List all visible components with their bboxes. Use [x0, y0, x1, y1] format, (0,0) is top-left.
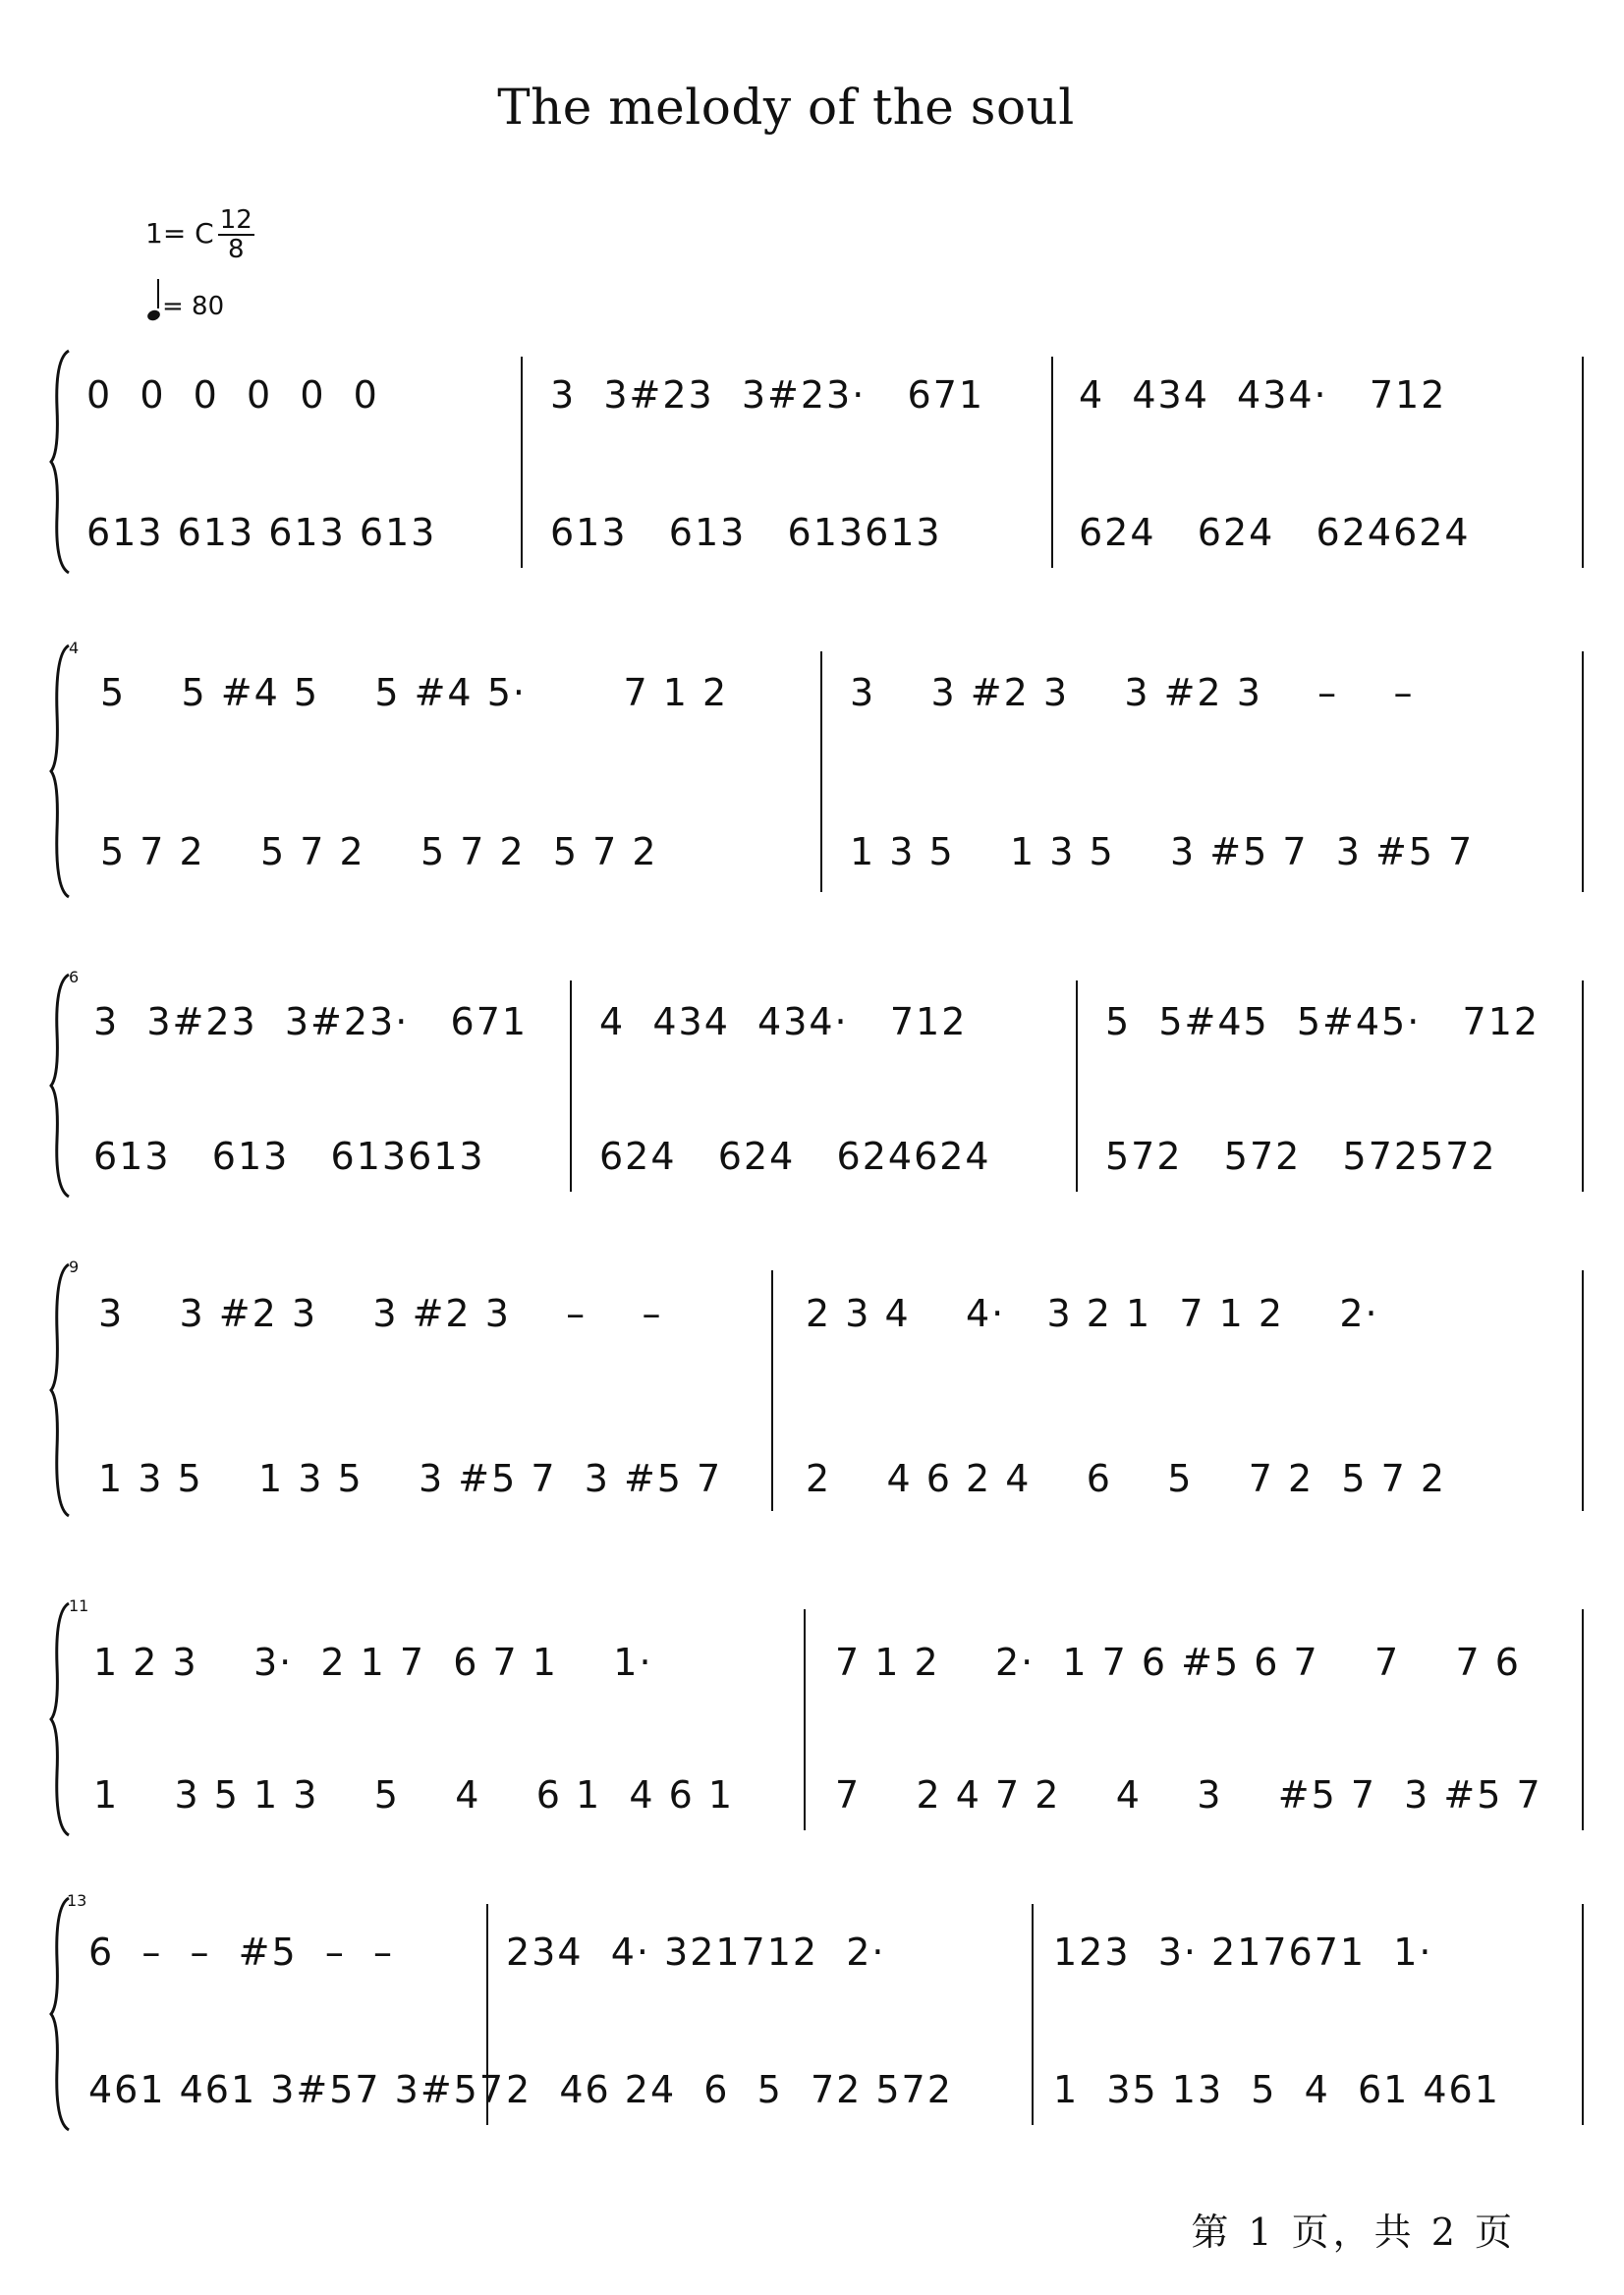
barline — [1582, 357, 1584, 568]
barline — [521, 357, 523, 568]
lower-measure: 624 624 624624 — [1079, 511, 1471, 554]
measure-number: 11 — [69, 1596, 89, 1615]
measure-number: 9 — [69, 1258, 80, 1276]
grand-staff-brace — [49, 1262, 71, 1518]
barline — [1582, 1609, 1584, 1830]
barline — [1051, 357, 1053, 568]
grand-staff-brace — [49, 644, 71, 899]
barline — [804, 1609, 806, 1830]
upper-measure: 5 5 #4 5 5 #4 5· 7 1 2 — [100, 671, 729, 714]
system-3 — [49, 968, 1592, 1199]
lower-measure: 2 4 6 2 4 6 5 7 2 5 7 2 — [806, 1457, 1447, 1500]
time-signature-numerator: 12 — [219, 205, 252, 235]
barline — [1582, 980, 1584, 1192]
lower-measure: 5 7 2 5 7 2 5 7 2 5 7 2 — [100, 830, 658, 873]
barline — [570, 980, 572, 1192]
upper-measure: 4 434 434· 712 — [599, 1000, 968, 1043]
measure-number: 4 — [69, 639, 80, 657]
measure-number: 6 — [69, 968, 80, 986]
lower-measure: 7 2 4 7 2 4 3 #5 7 3 #5 7 — [835, 1773, 1542, 1817]
system-2 — [49, 639, 1592, 899]
upper-measure: 1 2 3 3· 2 1 7 6 7 1 1· — [93, 1641, 653, 1684]
lower-measure: 613 613 613613 — [93, 1135, 485, 1178]
barline — [1582, 651, 1584, 892]
lower-measure: 613 613 613 613 — [86, 511, 437, 554]
quarter-note-icon — [146, 308, 162, 322]
time-signature — [218, 206, 254, 263]
barline — [820, 651, 822, 892]
barline — [1076, 980, 1078, 1192]
upper-measure: 4 434 434· 712 — [1079, 373, 1447, 417]
barline — [771, 1270, 773, 1511]
upper-measure: 3 3 #2 3 3 #2 3 – – — [98, 1292, 663, 1335]
upper-measure: 3 3#23 3#23· 671 — [93, 1000, 529, 1043]
barline — [1032, 1904, 1034, 2125]
barline — [1582, 1270, 1584, 1511]
upper-measure: 234 4· 321712 2· — [506, 1931, 886, 1974]
page-footer: 第 1 页，共 2 页 — [1191, 2211, 1516, 2254]
upper-measure: 6 – – #5 – – — [88, 1931, 394, 1974]
lower-measure: 613 613 613613 — [550, 511, 942, 554]
system-4 — [49, 1258, 1592, 1518]
lower-measure: 1 3 5 1 3 5 3 #5 7 3 #5 7 — [850, 830, 1475, 873]
tempo-value: = 80 — [162, 292, 225, 321]
upper-measure: 7 1 2 2· 1 7 6 #5 6 7 7 7 6 — [835, 1641, 1521, 1684]
time-signature-denominator: 8 — [228, 235, 245, 264]
grand-staff-brace — [49, 1896, 71, 2132]
measure-number: 13 — [67, 1891, 87, 1910]
upper-measure: 5 5#45 5#45· 712 — [1105, 1000, 1540, 1043]
lower-measure: 461 461 3#57 3#57 — [88, 2068, 506, 2111]
system-1 — [49, 349, 1592, 575]
lower-measure: 1 3 5 1 3 5 4 6 1 4 6 1 — [93, 1773, 735, 1817]
system-5 — [49, 1596, 1592, 1837]
lower-measure: 1 3 5 1 3 5 3 #5 7 3 #5 7 — [98, 1457, 723, 1500]
key-signature: 1= C — [145, 217, 214, 250]
upper-measure: 0 0 0 0 0 0 — [86, 373, 379, 417]
tempo-marking — [147, 285, 224, 321]
upper-measure: 2 3 4 4· 3 2 1 7 1 2 2· — [806, 1292, 1379, 1335]
lower-measure: 1 35 13 5 4 61 461 — [1053, 2068, 1500, 2111]
upper-measure: 3 3 #2 3 3 #2 3 – – — [850, 671, 1415, 714]
score-title: The melody of the soul — [497, 79, 1075, 136]
barline — [1582, 1904, 1584, 2125]
upper-measure: 123 3· 217671 1· — [1053, 1931, 1433, 1974]
quarter-note-stem — [157, 279, 159, 308]
key-and-time-signature — [145, 206, 254, 263]
grand-staff-brace — [49, 1601, 71, 1837]
lower-measure: 572 572 572572 — [1105, 1135, 1497, 1178]
lower-measure: 624 624 624624 — [599, 1135, 991, 1178]
lower-measure: 2 46 24 6 5 72 572 — [506, 2068, 953, 2111]
grand-staff-brace — [49, 349, 71, 575]
upper-measure: 3 3#23 3#23· 671 — [550, 373, 985, 417]
system-6 — [49, 1891, 1592, 2132]
grand-staff-brace — [49, 973, 71, 1199]
